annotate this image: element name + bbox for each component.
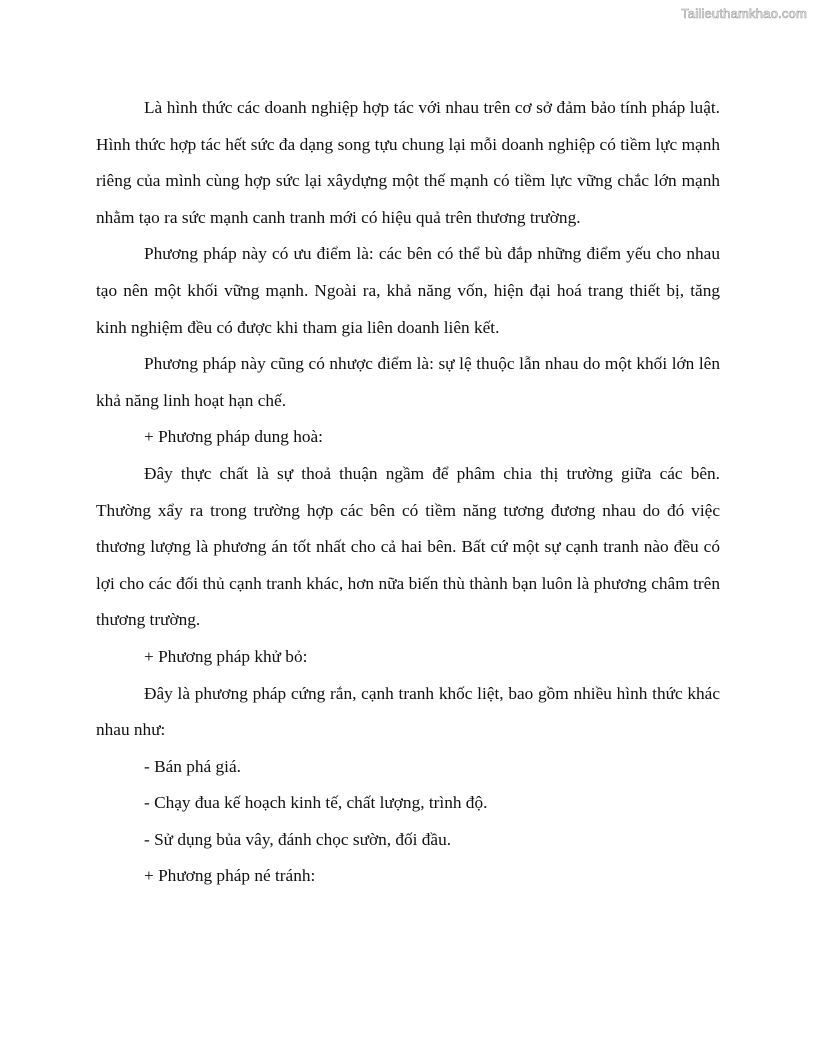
paragraph-elimination: Đây là phương pháp cứng rắn, cạnh tranh khốc liệt, bao gồm nhiều hình thức khác nhau như: [96,683,720,740]
document-body [96,90,720,895]
heading-harmonization-method: + Phương pháp dung hoà: [144,427,323,447]
paragraph-disadvantages: Phương pháp này cũng có nhược điểm là: sự lệ thuộc lẫn nhau do một khối lớn lên khả năng linh hoạt hạn chế. [96,354,720,410]
list-item: - Chạy đua kế hoạch kinh tế, chất lượng, trình độ. [144,793,488,813]
paragraph-advantages: Phương pháp này có ưu điểm là: các bên có thể bù đắp những điểm yếu cho nhau tạo nên một khối vững mạnh. Ngoài ra, khả năng vốn, hiện đại hoá trang thiết bị, tăng kinh nghiệm đều có được khi tham gia liên doanh liên kết. [96,244,720,337]
watermark: Tailieuthamkhao.com [681,6,807,21]
heading-avoidance-method: + Phương pháp né tránh: [144,866,316,886]
list-item: - Sử dụng bủa vây, đánh chọc sườn, đối đầu. [144,829,452,849]
list-item: - Bán phá giá. [144,756,241,776]
heading-elimination-method: + Phương pháp khử bỏ: [144,646,308,666]
paragraph-joint-venture-definition: Là hình thức các doanh nghiệp hợp tác với nhau trên cơ sở đảm bảo tính pháp luật. Hình thức hợp tác hết sức đa dạng song tựu chung lại mỗi doanh nghiệp có tiềm lực mạnh riêng của mình cùng hợp sức lại xâydựng một thế mạnh có tiềm lực vững chắc lớn mạnh nhằm tạo ra sức mạnh canh tranh mới có hiệu quả trên thương trường. [96,98,720,227]
paragraph-harmonization: Đây thực chất là sự thoả thuận ngầm để phâm chia thị trường giữa các bên. Thường xẩy ra trong trường hợp các bên có tiềm năng tương đương nhau do đó việc thương lượng là phương án tốt nhất cho cả hai bên. Bất cứ một sự cạnh tranh nào đều có lợi cho các đối thủ cạnh tranh khác, hơn nữa biến thù thành bạn luôn là phương châm trên thương trường. [96,463,720,630]
